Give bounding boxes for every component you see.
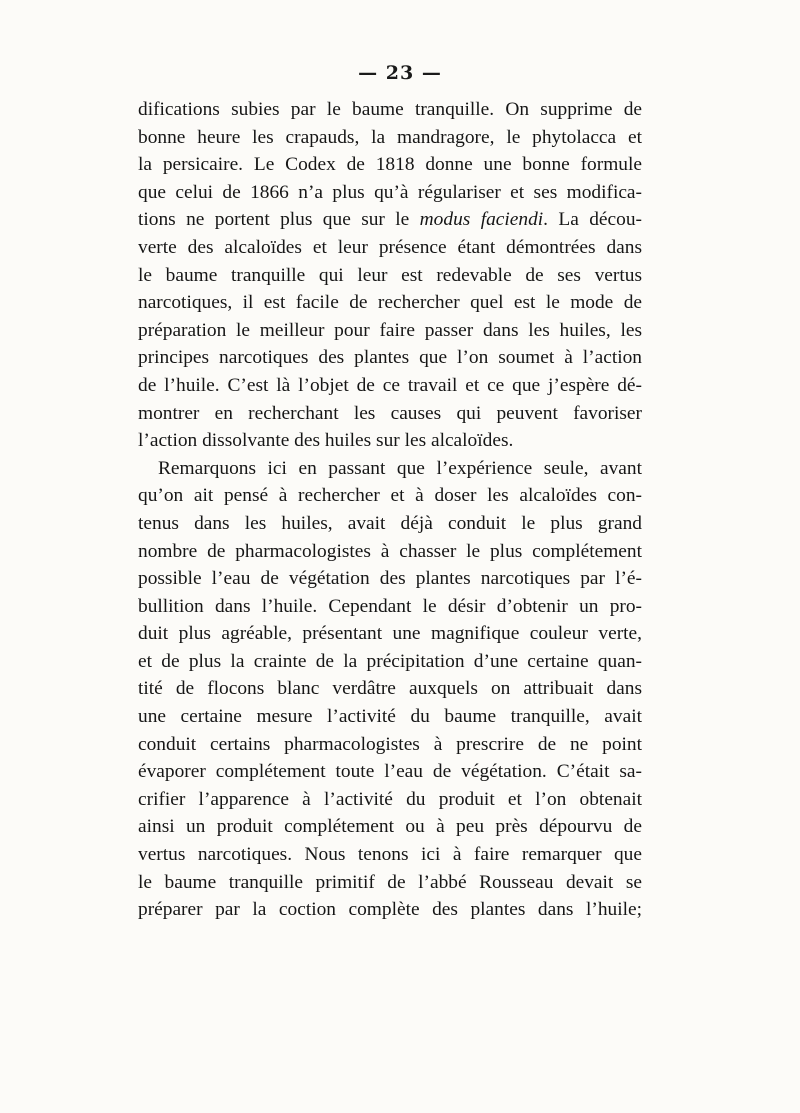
text-line: préparer par la coction complète des plantes dans l’huile;: [138, 899, 642, 921]
text-line: de l’huile. C’est là l’objet de ce travail et ce que j’espère dé-: [138, 374, 642, 396]
text-line: bonne heure les crapauds, la mandragore, le phytolacca et: [138, 126, 642, 148]
body-text: [138, 96, 642, 924]
text-line: le baume tranquille qui leur est redevable de ses vertus: [138, 264, 642, 286]
text-line: conduit certains pharmacologistes à prescrire de ne point: [138, 733, 642, 755]
text-line: crifier l’apparence à l’activité du produit et l’on obtenait: [138, 788, 642, 810]
text-line: le baume tranquille primitif de l’abbé Rousseau devait se: [138, 871, 642, 893]
text-line: préparation le meilleur pour faire passer dans les huiles, les: [138, 319, 642, 341]
text-line: duit plus agréable, présentant une magnifique couleur verte,: [138, 623, 642, 645]
text-line: vertus narcotiques. Nous tenons ici à faire remarquer que: [138, 844, 642, 866]
text-line: et de plus la crainte de la précipitation d’une certaine quan-: [138, 650, 642, 672]
text-line: bullition dans l’huile. Cependant le désir d’obtenir un pro-: [138, 595, 642, 617]
text-segment: . La décou-: [543, 209, 642, 231]
text-line: principes narcotiques des plantes que l’on soumet à l’action: [138, 347, 642, 369]
text-line: tité de flocons blanc verdâtre auxquels on attribuait dans: [138, 678, 642, 700]
text-line: qu’on ait pensé à rechercher et à doser les alcaloïdes con-: [138, 485, 642, 507]
text-line: possible l’eau de végétation des plantes narcotiques par l’é-: [138, 568, 642, 590]
text-line: une certaine mesure l’activité du baume tranquille, avait: [138, 706, 642, 728]
text-line-with-italic: [138, 206, 642, 234]
text-line: tenus dans les huiles, avait déjà conduit le plus grand: [138, 512, 642, 534]
page-number: — 23 —: [358, 62, 442, 84]
text-line: l’action dissolvante des huiles sur les alcaloïdes.: [138, 430, 514, 452]
text-line: ainsi un produit complétement ou à peu près dépourvu de: [138, 816, 642, 838]
text-line: montrer en recherchant les causes qui peuvent favoriser: [138, 402, 642, 424]
text-segment: tions ne portent plus que sur le: [138, 209, 420, 231]
text-line: verte des alcaloïdes et leur présence étant démontrées dans: [138, 236, 642, 258]
paragraph-1: [138, 96, 642, 455]
text-line: nombre de pharmacologistes à chasser le plus complétement: [138, 540, 642, 562]
text-line: que celui de 1866 n’a plus qu’à régulariser et ses modifica-: [138, 181, 642, 203]
text-line: évaporer complétement toute l’eau de végétation. C’était sa-: [138, 761, 642, 783]
text-line: la persicaire. Le Codex de 1818 donne une bonne formule: [138, 154, 642, 176]
text-line: Remarquons ici en passant que l’expérience seule, avant: [158, 457, 642, 479]
text-line: difications subies par le baume tranquille. On supprime de: [138, 99, 642, 120]
text-line: narcotiques, il est facile de rechercher quel est le mode de: [138, 292, 642, 314]
italic-phrase: modus faciendi: [419, 209, 544, 231]
paragraph-2: [138, 455, 642, 924]
